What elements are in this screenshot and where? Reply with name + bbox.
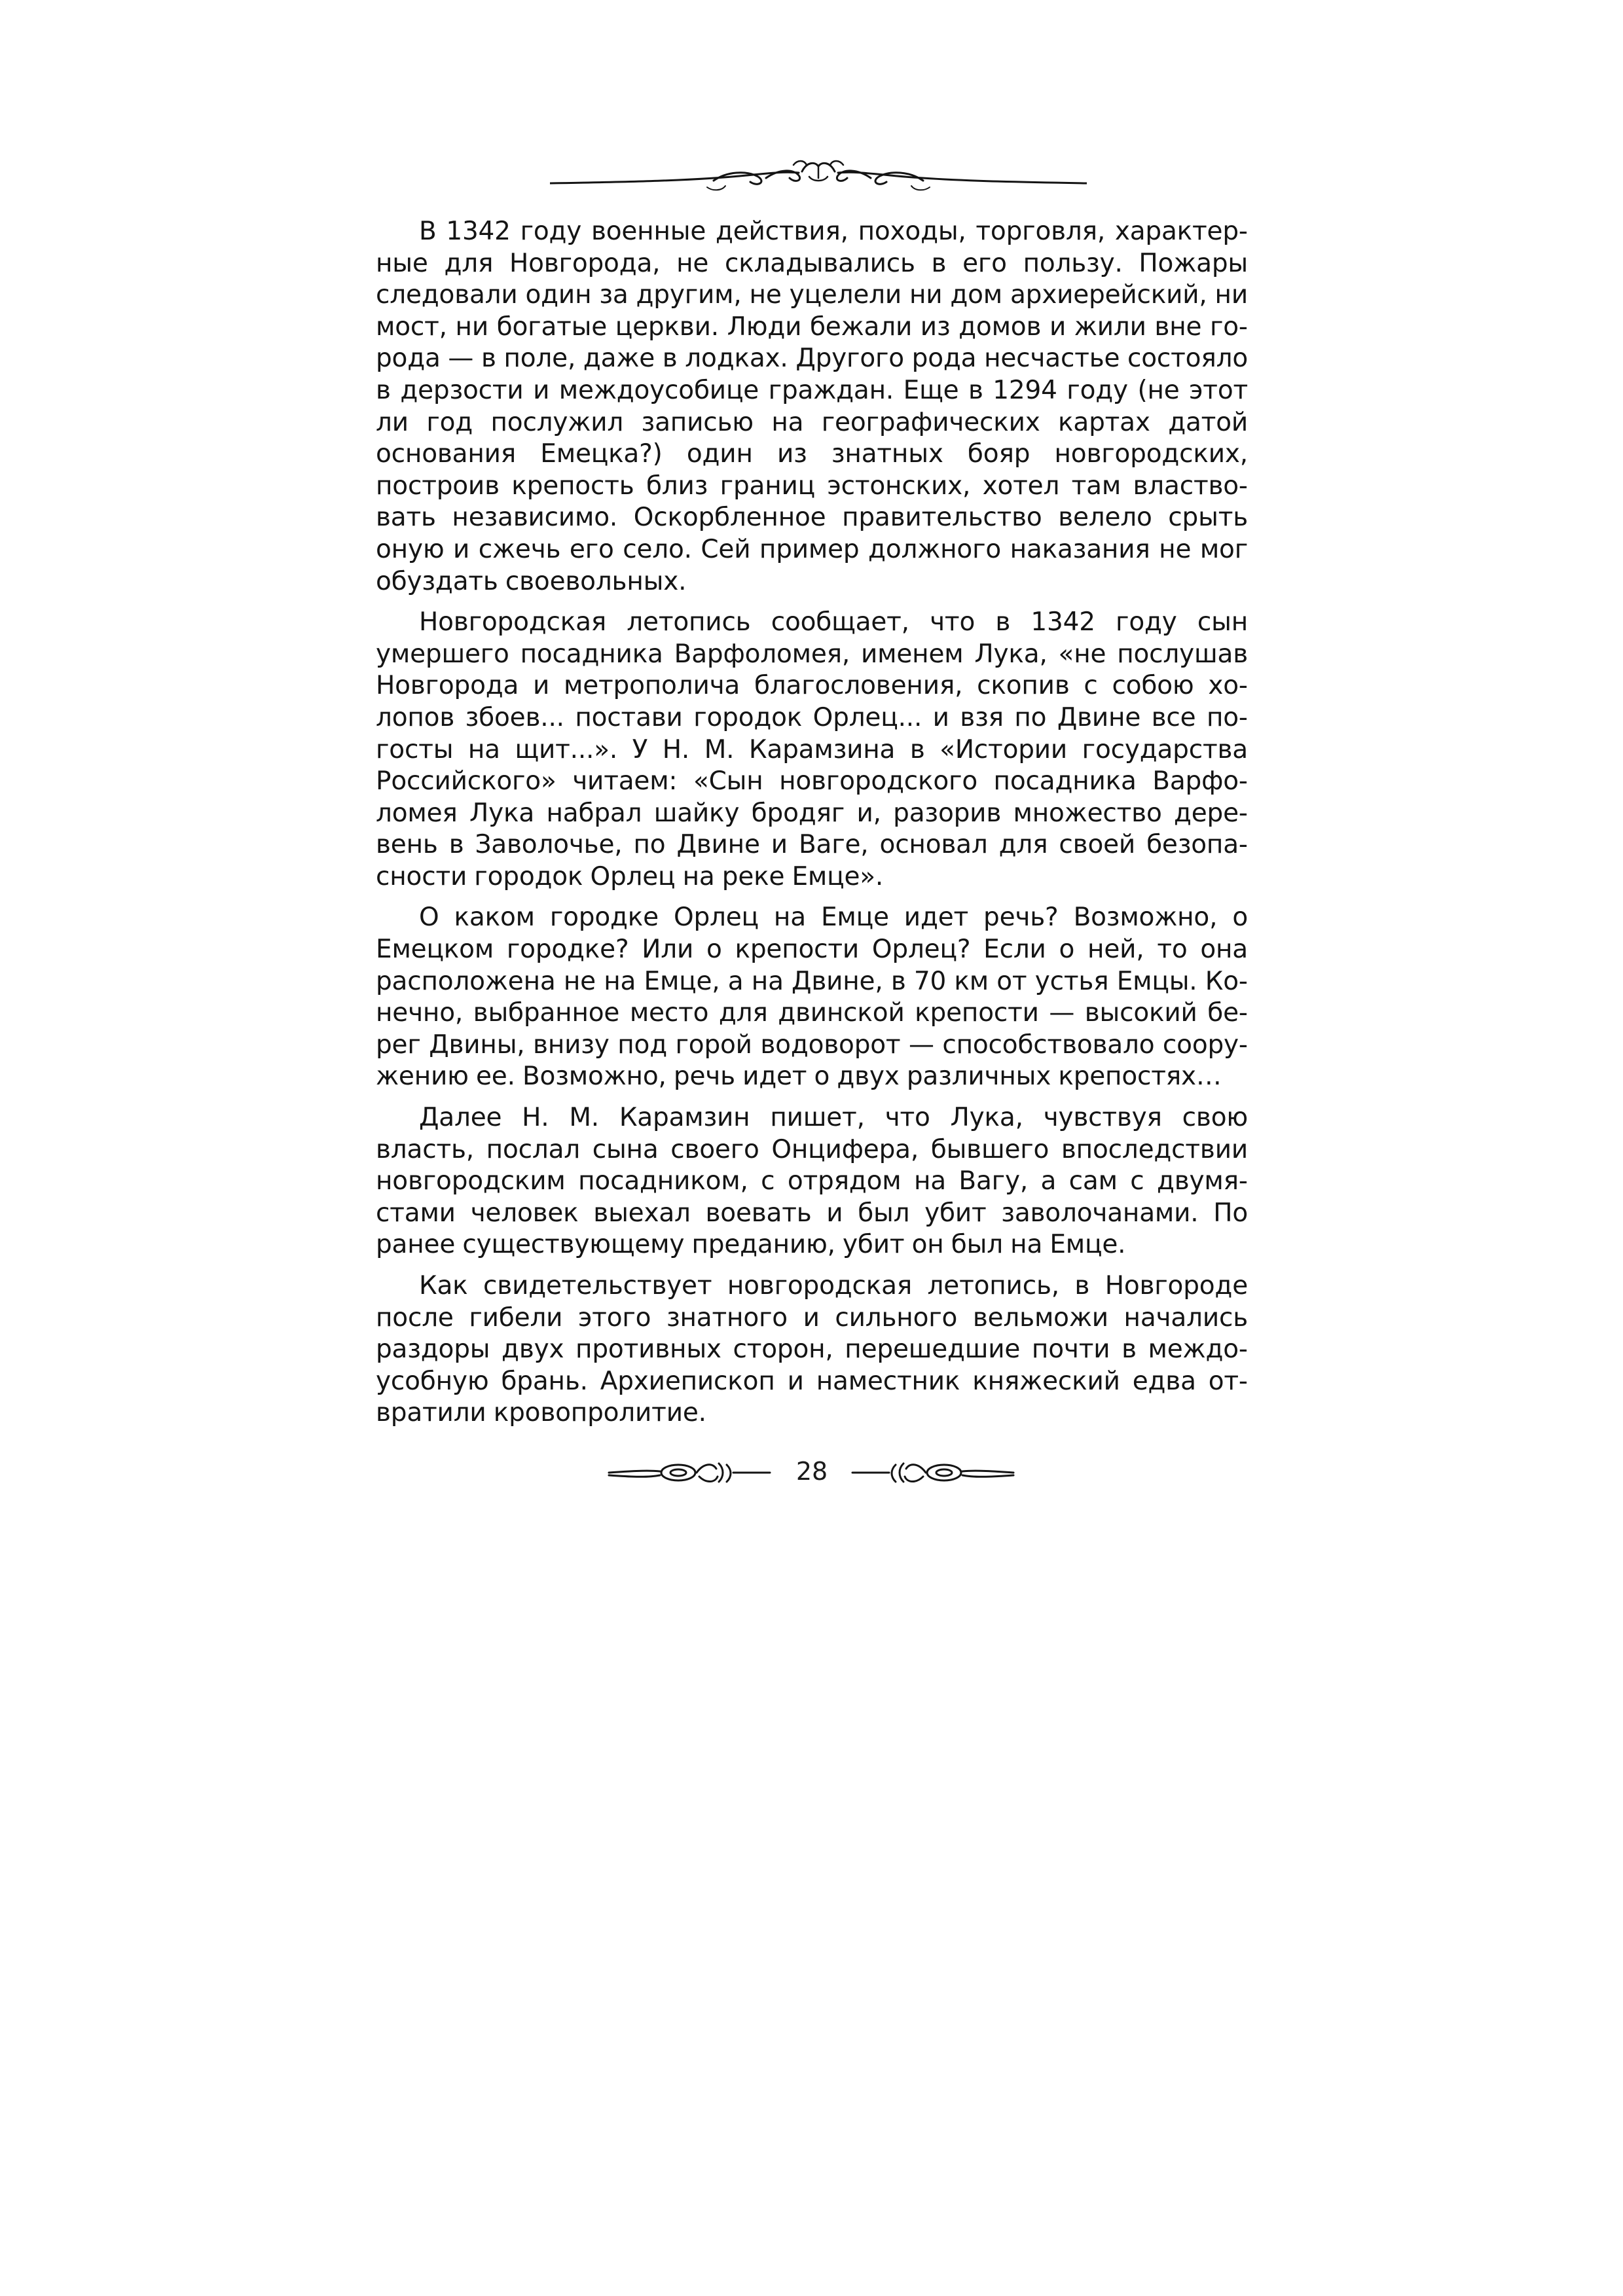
page-number: 28 [795,1457,828,1486]
paragraph-2: Новгородская летопись сообщает, что в 1342 году сын умершего посадника Варфоломея, именем Лука, «не послушав Новгорода и метрополича благословения, скопив с собою холопов збоев... постави городок Орлец... и взя по Двине все погосты на щит...». У Н. М. Карамзина в «Истории государства Российского» читаем: «Сын новгородского посадника Варфоломея Лука набрал шайку бродяг и, разорив множество деревень в Заволочье, по Двине и Ваге, основал для своей безопасности городок Орлец на реке Емце». [376,607,1248,891]
footer-ornament-right [851,1457,1015,1488]
paragraph-5: Как свидетельствует новгородская летопись, в Новгороде после гибели этого знатного и сильного вельможи начались раздоры двух противных сторон, перешедшие почти в междоусобную брань. Архиепископ и наместник княжеский едва отвратили кровопролитие. [376,1271,1248,1428]
page-footer [589,1453,1034,1492]
text-column [376,216,1248,1429]
paragraph-1: В 1342 году военные действия, походы, торговля, характерные для Новгорода, не складывались в его пользу. Пожары следовали один за другим, не уцелели ни дом архиерейский, ни мост, ни богатые церкви. Люди бежали из домов и жили вне города — в поле, даже в лодках. Другого рода несчастье состояло в дерзости и междоусобице граждан. Еще в 1294 году (не этот ли год послужил записью на географических картах датой основания Емецка?) один из знатных бояр новгородских, построив крепость близ границ эстонских, хотел там властвовать независимо. Оскорбленное правительство велело срыть оную и сжечь его село. Сей пример должного наказания не мог обуздать своевольных. [376,217,1248,596]
paragraph-4: Далее Н. М. Карамзин пишет, что Лука, чувствуя свою власть, послал сына своего Онцифера, бывшего впоследствии новгородским посадником, с отрядом на Вагу, а сам с двумястами человек выехал воевать и был убит заволочанами. По ранее существующему преданию, убит он был на Емце. [376,1103,1248,1260]
paragraph-3: О каком городке Орлец на Емце идет речь? Возможно, о Емецком городке? Или о крепости Орлец? Если о ней, то она расположена не на Емце, а на Двине, в 70 км от устья Емцы. Конечно, выбранное место для двинской крепости — высокий берег Двины, внизу под горой водоворот — способствовало сооружению ее. Возможно, речь идет о двух различных крепостях… [376,903,1248,1092]
header-ornament [550,152,1087,198]
